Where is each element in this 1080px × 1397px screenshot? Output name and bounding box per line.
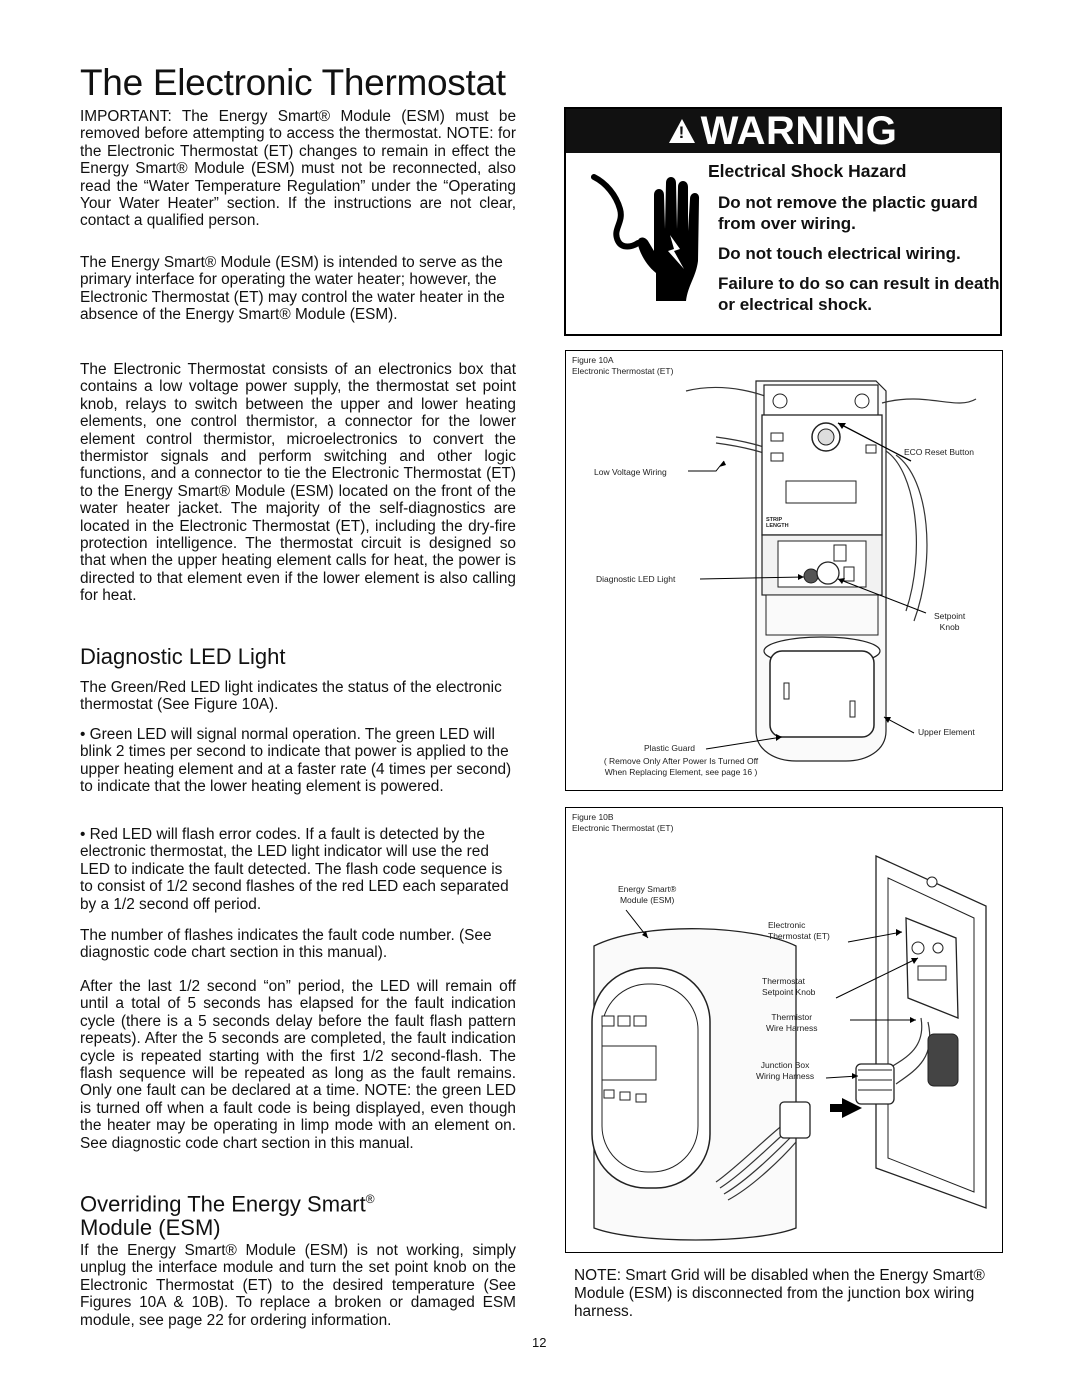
override-paragraph: If the Energy Smart® Module (ESM) is not working, simply unplug the interface module and turn the set point knob on the Electronic Thermostat (ET) to the desired temperature (See Figures 10A & 10B). To replace a broken or damaged ESM module, see page 22 for ordering information. — [80, 1242, 516, 1329]
bullet-mark: • — [80, 726, 86, 743]
figure-10b-caption: Electronic Thermostat (ET) — [572, 823, 674, 833]
smart-grid-note: NOTE: Smart Grid will be disabled when the Energy Smart® Module (ESM) is disconnected from the junction box wiring harness. — [574, 1267, 985, 1320]
junction-box-harness-callout: Junction Box Wiring Harness — [756, 1060, 815, 1081]
bullet-green-text: Green LED will signal normal operation. The green LED will blink 2 times per second to indicate that power is applied to the upper heating element and at a faster rate (4 times per second) to indicate that the lower heating element is powered. — [80, 726, 512, 796]
figure-10b — [565, 807, 1003, 1253]
diagnostic-led-callout: Diagnostic LED Light — [596, 574, 676, 584]
override-heading — [80, 1187, 375, 1240]
registered-mark: ® — [365, 1192, 375, 1206]
esm-callout: Energy Smart® Module (ESM) — [618, 884, 677, 905]
intro-paragraph-1: IMPORTANT: The Energy Smart® Module (ESM) must be removed before attempting to access the thermostat. NOTE: for the Electronic Thermostat (ET) changes to remain in effect the Energy Smart® Module (ESM) must not be reconnected, also read the “Water Temperature Regulation” under the “Operating Your Water Heater” section. If the instructions are not clear, contact a qualified person. — [80, 108, 516, 230]
hazard-title: Electrical Shock Hazard — [708, 161, 907, 181]
intro-paragraph-3: The Electronic Thermostat consists of an electronics box that contains a low voltage power supply, the thermostat set point knob, relays to switch between the upper and lower heating elements, one control thermistor, a connector for the lower element control thermistor, microelectronics to convert the thermistor signals and perform switching and other logic functions, and a connector to tie the Electronic Thermostat (ET) to the Energy Smart® Module (ESM) located on the front of the water heater jacket. The majority of the self-diagnostics are located in the Electronic Thermostat (ET), including the dry-fire protection intelligence. The thermostat circuit is designed so that when the upper heating element calls for heat, the power is directed to that element even if the lower element is also calling for heat. — [80, 361, 516, 605]
warning-line-1: Do not remove the plactic guard from over wiring. — [718, 193, 978, 233]
diagnostic-paragraph: The Green/Red LED light indicates the status of the electronic thermostat (See Figure 10A). — [80, 679, 502, 714]
flash-count-paragraph: The number of flashes indicates the fault code number. (See diagnostic code chart section in this manual). — [80, 927, 492, 962]
warning-box — [564, 107, 1002, 336]
figure-10a-caption: Electronic Thermostat (ET) — [572, 366, 674, 376]
figure-10a — [565, 350, 1003, 791]
shock-hand-icon — [586, 165, 704, 315]
thermostat-drawing — [566, 351, 1002, 790]
fault-cycle-paragraph: After the last 1/2 second “on” period, the LED will remain off until a total of 5 seconds has elapsed for the fault indication cycle (there is a 5 seconds delay before the fault flash pattern repeats). After the 5 seconds are completed, the fault indication cycle is repeated starting with the first 1/2 second-flash. The flash sequence will be repeated as long as the fault remains. Only one fault can be declared at a time. NOTE: the green LED is turned off when a fault code is being displayed, even though the heater may be operating in limp mode with an element on. See diagnostic code chart section in this manual. — [80, 978, 516, 1152]
page-title: The Electronic Thermostat — [80, 62, 506, 103]
override-heading-line2: Module (ESM) — [80, 1215, 221, 1241]
override-heading-line1: Overriding The Energy Smart — [80, 1191, 366, 1217]
warning-line-2: Do not touch electrical wiring. — [718, 244, 961, 263]
figure-10a-label: Figure 10A — [572, 355, 614, 365]
strip-length-label: STRIP LENGTH — [766, 517, 789, 529]
figure-10b-label: Figure 10B — [572, 812, 614, 822]
electronic-thermostat-callout: Electronic Thermostat (ET) — [768, 920, 830, 941]
setpoint-knob-callout: Setpoint Knob — [934, 611, 966, 632]
bullet-red-led — [80, 826, 516, 913]
low-voltage-callout: Low Voltage Wiring — [594, 467, 667, 477]
eco-reset-callout: ECO Reset Button — [904, 447, 974, 457]
thermostat-setpoint-knob-callout: Thermostat Setpoint Knob — [762, 976, 816, 997]
plastic-guard-note: ( Remove Only After Power Is Turned Off When Replacing Element, see page 16 ) — [603, 756, 759, 777]
bullet-red-text: Red LED will flash error codes. If a fault is detected by the electronic thermostat, the LED light indicator will use the red LED to indicate the fault detected. The flash code sequence is to consist of 1/2 second flashes of the red LED each separated by a 1/2 second off period. — [80, 826, 509, 913]
thermistor-wire-harness-callout: Thermistor Wire Harness — [766, 1012, 818, 1033]
bullet-mark: • — [80, 826, 86, 843]
bullet-green-led — [80, 726, 516, 796]
warning-triangle-icon: ! — [669, 119, 695, 143]
warning-header-text: WARNING — [700, 108, 898, 153]
upper-element-callout: Upper Element — [918, 727, 975, 737]
diagnostic-led-heading: Diagnostic LED Light — [80, 644, 286, 669]
warning-header — [566, 109, 1000, 153]
warning-text-block — [708, 161, 1000, 324]
intro-paragraph-2: The Energy Smart® Module (ESM) is intended to serve as the primary interface for operating the water heater; however, the Electronic Thermostat (ET) may control the water heater in the absence of the Energy Smart® Module (ESM). — [80, 254, 505, 324]
page-number: 12 — [532, 1335, 547, 1350]
plastic-guard-callout: Plastic Guard — [644, 743, 696, 753]
warning-line-3: Failure to do so can result in death or electrical shock. — [718, 274, 1000, 314]
